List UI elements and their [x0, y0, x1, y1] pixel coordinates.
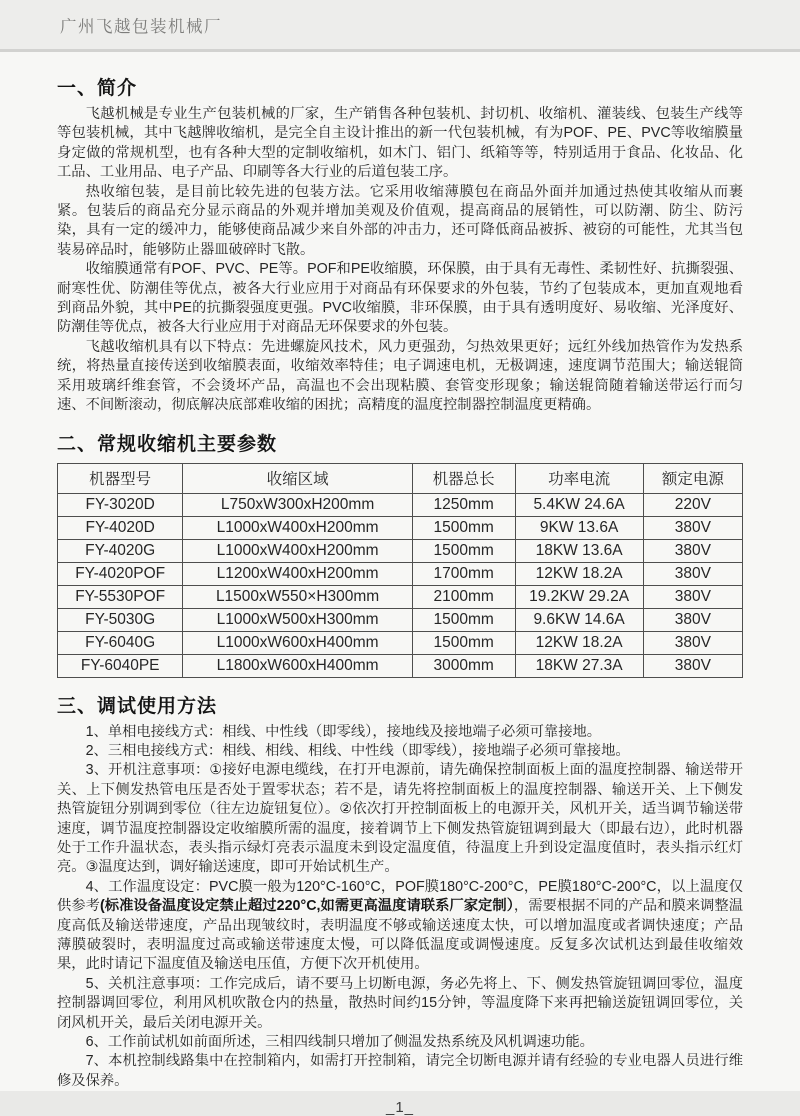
table-row	[58, 562, 743, 585]
usage-item-4-warning: (标准设备温度设定禁止超过220°C,如需更高温度请联系厂家定制）	[99, 898, 514, 915]
table-cell: 380V	[643, 585, 742, 608]
table-cell: 1500mm	[412, 539, 515, 562]
table-cell: 220V	[643, 493, 742, 516]
intro-paragraph-2: 热收缩包装，是目前比较先进的包装方法。它采用收缩薄膜包在商品外面并加通过热使其收缩从而裹紧。包装后的商品充分显示商品的外观并增加美观及价值观，提高商品的展销性，可以防潮、防尘、防污染，具有一定的缓冲力，能够使商品减少来自外部的冲击力，还可降低商品被拆、被窃的可能性，尤其当包装易碎品时，能够防止器皿破碎时飞散。	[57, 183, 743, 258]
usage-item-4-text: 4、工作温度设定：PVC膜一般为120°C-160°C，POF膜180°C-200°C，PE膜180°C-200°C，以上温度仅供参考	[57, 878, 743, 915]
table-cell: 1700mm	[412, 562, 515, 585]
table-cell: 380V	[643, 608, 742, 631]
usage-item-2: 2、三相电接线方式：相线、相线、相线、中性线（即零线），接地端子必须可靠接地。	[85, 742, 630, 759]
table-cell: L1200xW400xH200mm	[183, 562, 412, 585]
table-cell: 380V	[643, 539, 742, 562]
table-cell: L1800xW600xH400mm	[183, 654, 412, 677]
table-cell: 9.6KW 14.6A	[515, 608, 643, 631]
table-header-cell: 功率电流	[515, 463, 643, 493]
company-name: 广州飞越包装机械厂	[60, 17, 222, 36]
table-header-cell: 收缩区域	[183, 463, 412, 493]
table-row	[58, 493, 743, 516]
table-header-row	[58, 463, 743, 493]
specs-table	[57, 463, 743, 678]
table-cell: 3000mm	[412, 654, 515, 677]
table-header-cell: 额定电源	[643, 463, 742, 493]
table-cell: 380V	[643, 562, 742, 585]
usage-item-5: 5、关机注意事项：工作完成后，请不要马上切断电源，务必先将上、下、侧发热管旋钮调回零位，温度控制器调回零位，利用风机吹散仓内的热量，散热时间约15分钟，等温度降下来再把输送旋钮调回零位，关闭风机开关，最后关闭电源开关。	[57, 975, 743, 1031]
intro-paragraph-1: 飞越机械是专业生产包装机械的厂家，生产销售各种包装机、封切机、收缩机、灌装线、包装生产线等等包装机械，其中飞越牌收缩机，是完全自主设计推出的新一代包装机械，有为POF、PE、PVC等收缩膜量身定做的常规机型，也有各种大型的定制收缩机，如木门、铝门、纸箱等等，特别适用于食品、化妆品、化工品、工业用品、电子产品、印刷等各大行业的后道包装工序。	[57, 106, 743, 181]
document-content	[0, 52, 800, 1116]
intro-paragraph-4: 飞越收缩机具有以下特点：先进螺旋风技术，风力更强劲，匀热效果更好；远红外线加热管作为发热系统，将热量直接传送到收缩膜表面，收缩效率特佳；电子调速电机，无极调速，速度调节范围大；输送辊筒采用玻璃纤维套管，不会烫坏产品，高温也不会出现粘膜、套管变形现象；输送辊筒随着输送带运行而匀速、不间断滚动，彻底解决底部难收缩的困扰；高精度的温度控制器控制温度更精确。	[57, 338, 743, 414]
table-cell: L1000xW400xH200mm	[183, 516, 412, 539]
page-header	[0, 0, 800, 49]
table-cell: 380V	[643, 631, 742, 654]
usage-item-3: 3、开机注意事项：①接好电源电缆线，在打开电源前，请先确保控制面板上面的温度控制器、输送带开关、上下侧发热管电压是否处于置零状态；若不是，请先将控制面板上的温度控制器、输送开关、上下侧发热管旋钮分别调到零位（往左边旋钮复位）。②依次打开控制面板上的电源开关，风机开关，适当调节输送带速度，调节温度控制器设定收缩膜所需的温度，接着调节上下侧发热管旋钮调到最大（即最右边），此时机器处于工作升温状态，表头指示绿灯亮表示温度未到设定温度值，待温度上升到设定温度值时，表头指示红灯亮。③温度达到，调好输送速度，即可开始试机生产。	[57, 762, 743, 876]
table-cell: 1250mm	[412, 493, 515, 516]
section-2-heading: 二、常规收缩机主要参数	[57, 433, 278, 455]
table-row	[58, 585, 743, 608]
table-cell: FY-4020POF	[58, 562, 183, 585]
table-cell: 380V	[643, 516, 742, 539]
table-cell: 12KW 18.2A	[515, 631, 643, 654]
page-number: _1_	[385, 1099, 415, 1116]
table-cell: 18KW 27.3A	[515, 654, 643, 677]
table-cell: FY-4020D	[58, 516, 183, 539]
table-cell: L1000xW600xH400mm	[183, 631, 412, 654]
table-cell: 380V	[643, 654, 742, 677]
table-cell: L1000xW400xH200mm	[183, 539, 412, 562]
table-cell: 5.4KW 24.6A	[515, 493, 643, 516]
usage-item-7: 7、本机控制线路集中在控制箱内，如需打开控制箱，请完全切断电源并请有经验的专业电器人员进行维修及保养。	[57, 1053, 743, 1089]
table-cell: FY-3020D	[58, 493, 183, 516]
table-header-cell: 机器总长	[412, 463, 515, 493]
table-cell: FY-6040PE	[58, 654, 183, 677]
section-1-heading: 一、简介	[57, 78, 138, 99]
table-cell: FY-5030G	[58, 608, 183, 631]
usage-item-1: 1、单相电接线方式：相线、中性线（即零线），接地线及接地端子必须可靠接地。	[85, 723, 602, 740]
table-cell: 12KW 18.2A	[515, 562, 643, 585]
table-cell: 2100mm	[412, 585, 515, 608]
table-row	[58, 631, 743, 654]
table-cell: 18KW 13.6A	[515, 539, 643, 562]
table-cell: 1500mm	[412, 516, 515, 539]
table-row	[58, 654, 743, 677]
table-cell: 19.2KW 29.2A	[515, 585, 643, 608]
table-header-cell: 机器型号	[58, 463, 183, 493]
table-cell: FY-6040G	[58, 631, 183, 654]
usage-item-4	[57, 878, 743, 975]
table-row	[58, 516, 743, 539]
table-cell: FY-4020G	[58, 539, 183, 562]
usage-item-4-text: ，需要根据不同的产品和膜来调整温度高低及输送带速度，产品出现皱纹时，表明温度不够或输送速度太快，可以增加温度或者调快速度；产品薄膜破裂时，表明温度过高或输送带速度太慢，可以降低温度或调慢速度。反复多次试机达到最佳收缩效果，此时请记下温度值及输送电压值，方便下次开机使用。	[57, 898, 744, 973]
usage-item-6: 6、工作前试机如前面所述，三相四线制只增加了侧温发热系统及风机调速功能。	[85, 1034, 594, 1050]
table-cell: 1500mm	[412, 608, 515, 631]
table-row	[58, 539, 743, 562]
table-cell: FY-5530POF	[58, 585, 183, 608]
table-cell: 9KW 13.6A	[515, 516, 643, 539]
page-footer	[57, 1099, 743, 1116]
table-cell: L1000xW500xH300mm	[183, 608, 412, 631]
table-cell: 1500mm	[412, 631, 515, 654]
table-row	[58, 608, 743, 631]
table-cell: L1500xW550×H300mm	[183, 585, 412, 608]
table-cell: L750xW300xH200mm	[183, 493, 412, 516]
intro-paragraph-3: 收缩膜通常有POF、PVC、PE等。POF和PE收缩膜，环保膜，由于具有无毒性、柔韧性好、抗撕裂强、耐寒性优、防潮佳等优点，被各大行业应用于对商品有环保要求的外包装，节约了包装成本，更加直观地看到商品外貌，其中PE的抗撕裂强度更强。PVC收缩膜，非环保膜，由于具有透明度好、易收缩、光泽度好、防潮佳等优点，被各大行业应用于对商品无环保要求的外包装。	[57, 261, 743, 336]
section-3-heading: 三、调试使用方法	[57, 695, 218, 717]
